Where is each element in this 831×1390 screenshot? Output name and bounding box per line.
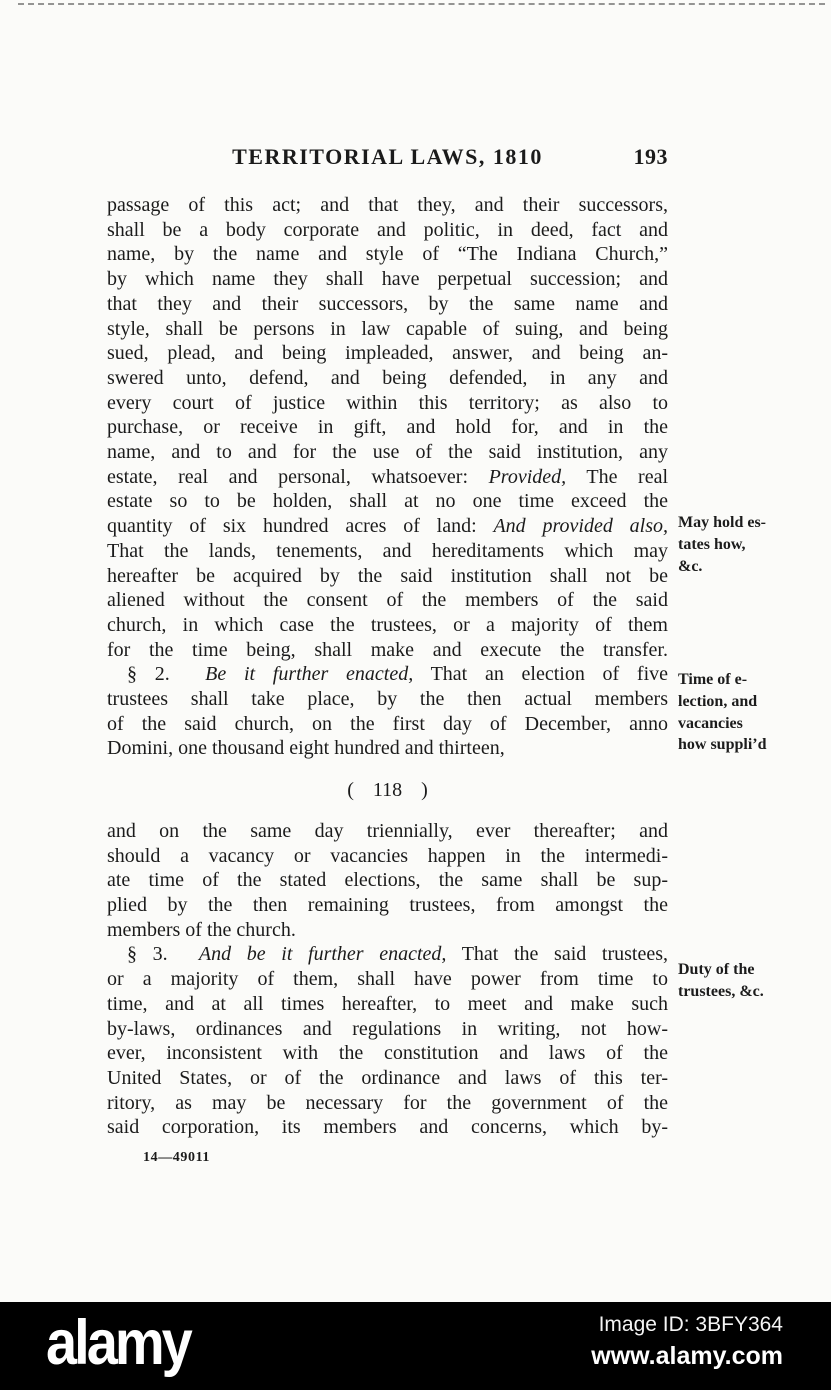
text-line: ritory, as may be necessary for the government of the <box>107 1091 668 1114</box>
margin-note <box>678 669 810 756</box>
margin-note-line: trustees, &c. <box>678 982 764 1000</box>
text-line: trustees shall take place, by the then actual members <box>107 688 668 711</box>
watermark-bar <box>0 1302 831 1390</box>
text-line: church, in which case the trustees, or a majority of them <box>107 613 668 636</box>
text-line: sued, plead, and being impleaded, answer, and being an- <box>107 342 668 365</box>
image-id-text: Image ID: 3BFY364 <box>598 1313 783 1336</box>
text-line: style, shall be persons in law capable of suing, and being <box>107 317 668 340</box>
margin-note-line: lection, and <box>678 692 758 710</box>
text-line: by-laws, ordinances and regulations in writing, not how- <box>107 1017 668 1040</box>
text-line: § 3. And be it further enacted, That the said trustees, <box>127 943 669 966</box>
text-line: should a vacancy or vacancies happen in the intermedi- <box>107 844 668 867</box>
text-line: shall be a body corporate and politic, in deed, fact and <box>107 218 668 241</box>
text-line: Domini, one thousand eight hundred and thirteen, <box>107 737 505 760</box>
text-line: ever, inconsistent with the constitution and laws of the <box>107 1042 668 1065</box>
text-line: time, and at all times hereafter, to meet and make such <box>107 992 668 1015</box>
margin-note-line: vacancies <box>678 714 743 732</box>
margin-note-line: Time of e- <box>678 671 748 688</box>
text-line: purchase, or receive in gift, and hold for, and in the <box>107 416 668 439</box>
scan-edge-line <box>18 3 825 5</box>
watermark-info <box>591 1313 783 1371</box>
margin-note <box>678 959 810 1003</box>
text-line: for the time being, shall make and execute the transfer. <box>107 638 668 661</box>
margin-note-line: tates how, <box>678 535 746 553</box>
page-number-marker: ( 118 ) <box>347 779 428 802</box>
margin-note-line: May hold es- <box>678 514 766 531</box>
page-number: 193 <box>633 144 668 169</box>
alamy-url-text: www.alamy.com <box>591 1342 783 1370</box>
text-line: aliened without the consent of the members of the said <box>107 589 668 612</box>
text-line: of the said church, on the first day of December, anno <box>107 712 668 735</box>
margin-note-line: &c. <box>678 557 703 575</box>
text-line: by which name they shall have perpetual succession; and <box>107 268 668 291</box>
text-line: That the lands, tenements, and hereditaments which may <box>107 539 668 562</box>
text-line: estate, real and personal, whatsoever: Provided, The real <box>107 465 669 488</box>
text-line: that they and their successors, by the same name and <box>107 292 668 315</box>
printers-mark: 14—49011 <box>143 1150 211 1165</box>
alamy-logo: alamy <box>46 1307 190 1378</box>
margin-note-line: how suppli’d <box>678 736 767 754</box>
body-text <box>107 193 668 1140</box>
running-title: TERRITORIAL LAWS, 1810 <box>232 144 543 169</box>
page-header <box>107 144 668 170</box>
text-line: ate time of the stated elections, the same shall be sup- <box>107 869 668 892</box>
text-line: every court of justice within this territory; as also to <box>107 391 668 414</box>
text-line: quantity of six hundred acres of land: And provided also, <box>107 515 668 538</box>
text-line: swered unto, defend, and being defended, in any and <box>107 366 668 389</box>
text-line: or a majority of them, shall have power from time to <box>107 968 668 991</box>
margin-note <box>678 512 810 577</box>
text-line: estate so to be holden, shall at no one time exceed the <box>107 490 668 513</box>
text-line: said corporation, its members and concerns, which by- <box>107 1116 668 1139</box>
text-line: passage of this act; and that they, and their successors, <box>107 194 668 216</box>
text-line: § 2. Be it further enacted, That an election of five <box>127 663 669 686</box>
margin-note-line: Duty of the <box>678 961 755 978</box>
text-line: plied by the then remaining trustees, from amongst the <box>107 893 668 916</box>
text-line: United States, or of the ordinance and laws of this ter- <box>107 1066 668 1089</box>
text-line: members of the church. <box>107 918 296 941</box>
text-line: name, by the name and style of “The Indiana Church,” <box>107 243 668 266</box>
text-line: and on the same day triennially, ever thereafter; and <box>107 819 668 842</box>
text-line: hereafter be acquired by the said institution shall not be <box>107 564 668 587</box>
text-line: name, and to and for the use of the said institution, any <box>107 441 668 464</box>
